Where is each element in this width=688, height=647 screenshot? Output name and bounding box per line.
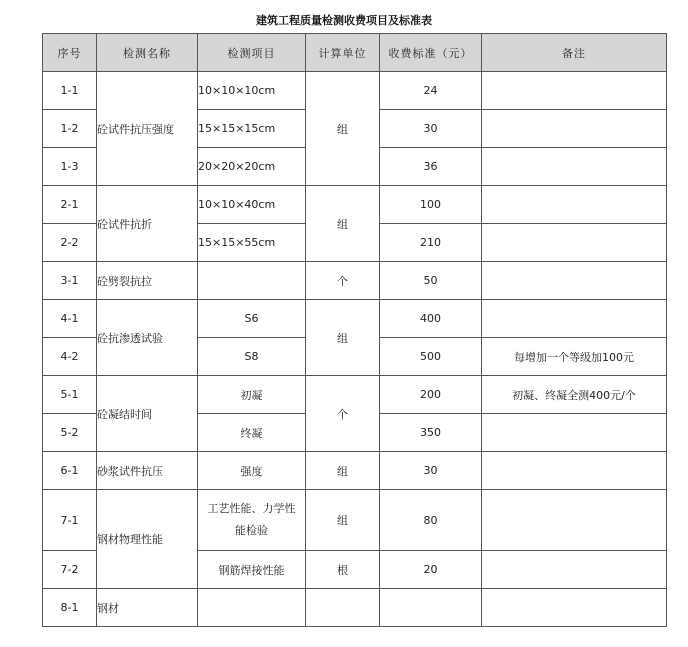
cell-unit: 组 (306, 72, 380, 186)
cell-note (482, 490, 667, 551)
cell-no: 2-2 (43, 224, 97, 262)
cell-name: 砂浆试件抗压 (97, 452, 198, 490)
cell-no: 5-2 (43, 414, 97, 452)
table-header-row (43, 34, 667, 72)
cell-item: S6 (198, 300, 306, 338)
cell-item: 20×20×20cm (198, 148, 306, 186)
page-title: 建筑工程质量检测收费项目及标准表 (256, 14, 432, 27)
cell-note: 每增加一个等级加100元 (482, 338, 667, 376)
cell-fee: 210 (380, 224, 482, 262)
cell-note (482, 110, 667, 148)
cell-fee: 100 (380, 186, 482, 224)
cell-no: 2-1 (43, 186, 97, 224)
column-header-unit: 计算单位 (306, 34, 380, 72)
cell-name: 砼试件抗折 (97, 186, 198, 262)
cell-no: 4-1 (43, 300, 97, 338)
column-header-note: 备注 (482, 34, 667, 72)
cell-unit (306, 589, 380, 627)
cell-item: 终凝 (198, 414, 306, 452)
cell-note (482, 452, 667, 490)
cell-no: 5-1 (43, 376, 97, 414)
cell-note (482, 224, 667, 262)
cell-name: 钢材 (97, 589, 198, 627)
table-row (43, 262, 667, 300)
cell-note (482, 72, 667, 110)
cell-name: 砼凝结时间 (97, 376, 198, 452)
cell-note (482, 414, 667, 452)
cell-item (198, 490, 306, 551)
cell-note: 初凝、终凝全测400元/个 (482, 376, 667, 414)
cell-item: S8 (198, 338, 306, 376)
cell-unit: 个 (306, 262, 380, 300)
cell-item: 10×10×10cm (198, 72, 306, 110)
cell-fee: 30 (380, 452, 482, 490)
cell-note (482, 148, 667, 186)
table-row (43, 376, 667, 414)
table-row (43, 300, 667, 338)
column-header-no: 序号 (43, 34, 97, 72)
cell-fee: 80 (380, 490, 482, 551)
cell-fee: 24 (380, 72, 482, 110)
cell-fee: 500 (380, 338, 482, 376)
cell-fee: 350 (380, 414, 482, 452)
table-row (43, 72, 667, 110)
cell-no: 8-1 (43, 589, 97, 627)
cell-no: 6-1 (43, 452, 97, 490)
table-row (43, 186, 667, 224)
cell-no: 1-2 (43, 110, 97, 148)
cell-unit: 组 (306, 452, 380, 490)
cell-name: 钢材物理性能 (97, 490, 198, 589)
cell-unit: 个 (306, 376, 380, 452)
cell-fee: 400 (380, 300, 482, 338)
cell-no: 3-1 (43, 262, 97, 300)
cell-item: 10×10×40cm (198, 186, 306, 224)
cell-note (482, 300, 667, 338)
cell-name: 砼抗渗透试验 (97, 300, 198, 376)
cell-item (198, 262, 306, 300)
cell-item (198, 589, 306, 627)
cell-unit: 组 (306, 300, 380, 376)
cell-no: 7-2 (43, 551, 97, 589)
cell-fee: 30 (380, 110, 482, 148)
cell-note (482, 186, 667, 224)
cell-item: 强度 (198, 452, 306, 490)
cell-item-line1: 工艺性能、力学性 (207, 502, 296, 515)
cell-no: 1-1 (43, 72, 97, 110)
cell-item-line2: 能检验 (235, 524, 268, 537)
cell-fee: 20 (380, 551, 482, 589)
cell-fee: 50 (380, 262, 482, 300)
column-header-item: 检测项目 (198, 34, 306, 72)
cell-no: 7-1 (43, 490, 97, 551)
cell-note (482, 262, 667, 300)
column-header-name: 检测名称 (97, 34, 198, 72)
cell-fee: 36 (380, 148, 482, 186)
cell-unit: 组 (306, 490, 380, 551)
cell-item: 初凝 (198, 376, 306, 414)
cell-note (482, 551, 667, 589)
cell-item: 15×15×55cm (198, 224, 306, 262)
cell-fee: 200 (380, 376, 482, 414)
table-row (43, 490, 667, 551)
cell-note (482, 589, 667, 627)
cell-no: 1-3 (43, 148, 97, 186)
cell-name: 砼劈裂抗拉 (97, 262, 198, 300)
cell-unit: 组 (306, 186, 380, 262)
column-header-fee: 收费标准（元） (380, 34, 482, 72)
cell-item: 钢筋焊接性能 (198, 551, 306, 589)
fee-table (42, 33, 667, 627)
cell-unit: 根 (306, 551, 380, 589)
table-row (43, 589, 667, 627)
table-row (43, 452, 667, 490)
cell-no: 4-2 (43, 338, 97, 376)
cell-item: 15×15×15cm (198, 110, 306, 148)
cell-name: 砼试件抗压强度 (97, 72, 198, 186)
cell-fee (380, 589, 482, 627)
